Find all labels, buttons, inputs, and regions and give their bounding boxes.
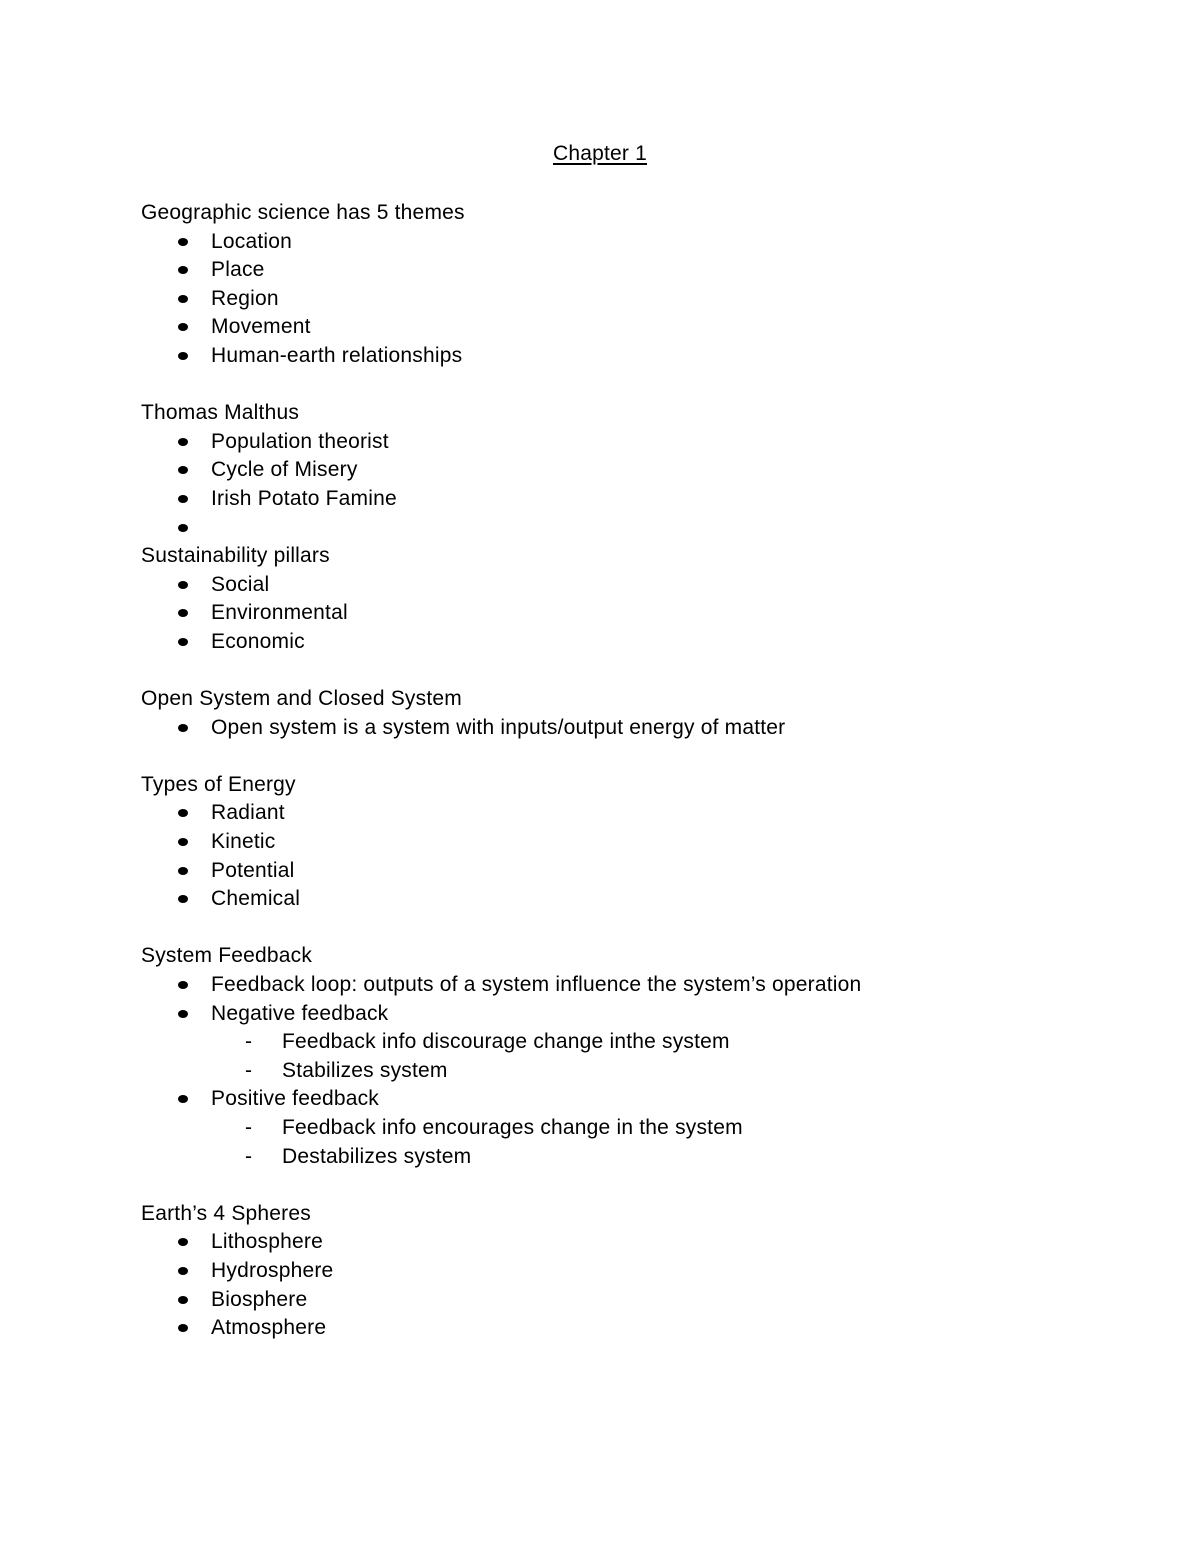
bullet-icon xyxy=(178,352,188,360)
list-item: Region xyxy=(141,285,1141,314)
bullet-icon xyxy=(178,838,188,846)
list-item: Potential xyxy=(141,857,1141,886)
list-item: Positive feedback xyxy=(141,1085,1141,1114)
spacer xyxy=(141,1171,1141,1200)
spacer xyxy=(141,657,1141,686)
page-title xyxy=(0,142,1200,166)
bullet-icon xyxy=(178,609,188,617)
list-item: Population theorist xyxy=(141,428,1141,457)
list-item: Feedback loop: outputs of a system influence the system’s operation xyxy=(141,971,1141,1000)
list-item: Place xyxy=(141,256,1141,285)
spacer xyxy=(141,914,1141,943)
bullet-icon xyxy=(178,638,188,646)
list-item: Location xyxy=(141,228,1141,257)
bullet-icon xyxy=(178,981,188,989)
bullet-icon xyxy=(178,524,188,532)
dash-icon: - xyxy=(245,1144,253,1168)
bullet-icon xyxy=(178,724,188,732)
list-item: Atmosphere xyxy=(141,1314,1141,1343)
bullet-icon xyxy=(178,1238,188,1246)
list-item: Chemical xyxy=(141,885,1141,914)
list-item-empty xyxy=(141,514,1141,543)
section-heading-sustainability: Sustainability pillars xyxy=(141,544,330,568)
document-body xyxy=(141,199,1141,1343)
dash-icon: - xyxy=(245,1058,253,1082)
list-item: Open system is a system with inputs/output energy of matter xyxy=(141,714,1141,743)
bullet-icon xyxy=(178,809,188,817)
bullet-icon xyxy=(178,495,188,503)
sub-list-item: - Destabilizes system xyxy=(141,1143,1141,1172)
list-item: Radiant xyxy=(141,799,1141,828)
list-item: Economic xyxy=(141,628,1141,657)
bullet-icon xyxy=(178,867,188,875)
sub-list-item: - Feedback info encourages change in the system xyxy=(141,1114,1141,1143)
dash-icon: - xyxy=(245,1030,253,1054)
section-heading-energy: Types of Energy xyxy=(141,772,296,796)
sub-list-item: - Feedback info discourage change inthe system xyxy=(141,1028,1141,1057)
bullet-icon xyxy=(178,295,188,303)
bullet-icon xyxy=(178,266,188,274)
bullet-icon xyxy=(178,466,188,474)
section-heading-themes: Geographic science has 5 themes xyxy=(141,201,465,224)
list-item: Social xyxy=(141,571,1141,600)
bullet-icon xyxy=(178,1296,188,1304)
bullet-icon xyxy=(178,895,188,903)
list-item: Kinetic xyxy=(141,828,1141,857)
list-item: Irish Potato Famine xyxy=(141,485,1141,514)
dash-icon: - xyxy=(245,1116,253,1139)
bullet-icon xyxy=(178,1324,188,1332)
sub-list-item: - Stabilizes system xyxy=(141,1057,1141,1086)
bullet-icon xyxy=(178,1010,188,1018)
list-item: Negative feedback xyxy=(141,1000,1141,1029)
list-item: Environmental xyxy=(141,599,1141,628)
list-item: Human-earth relationships xyxy=(141,342,1141,371)
bullet-icon xyxy=(178,438,188,446)
section-heading-feedback: System Feedback xyxy=(141,944,313,968)
list-item: Lithosphere xyxy=(141,1228,1141,1257)
section-heading-malthus: Thomas Malthus xyxy=(141,401,300,425)
bullet-icon xyxy=(178,238,188,246)
spacer xyxy=(141,371,1141,400)
bullet-icon xyxy=(178,581,188,589)
list-item: Cycle of Misery xyxy=(141,456,1141,485)
chapter-title: Chapter 1 xyxy=(552,142,648,165)
list-item: Biosphere xyxy=(141,1286,1141,1315)
list-item: Hydrosphere xyxy=(141,1257,1141,1286)
bullet-icon xyxy=(178,1267,188,1275)
section-heading-systems: Open System and Closed System xyxy=(141,687,462,711)
list-item: Movement xyxy=(141,313,1141,342)
spacer xyxy=(141,742,1141,771)
bullet-icon xyxy=(178,323,188,331)
bullet-icon xyxy=(178,1095,188,1103)
section-heading-spheres: Earth’s 4 Spheres xyxy=(141,1201,311,1225)
